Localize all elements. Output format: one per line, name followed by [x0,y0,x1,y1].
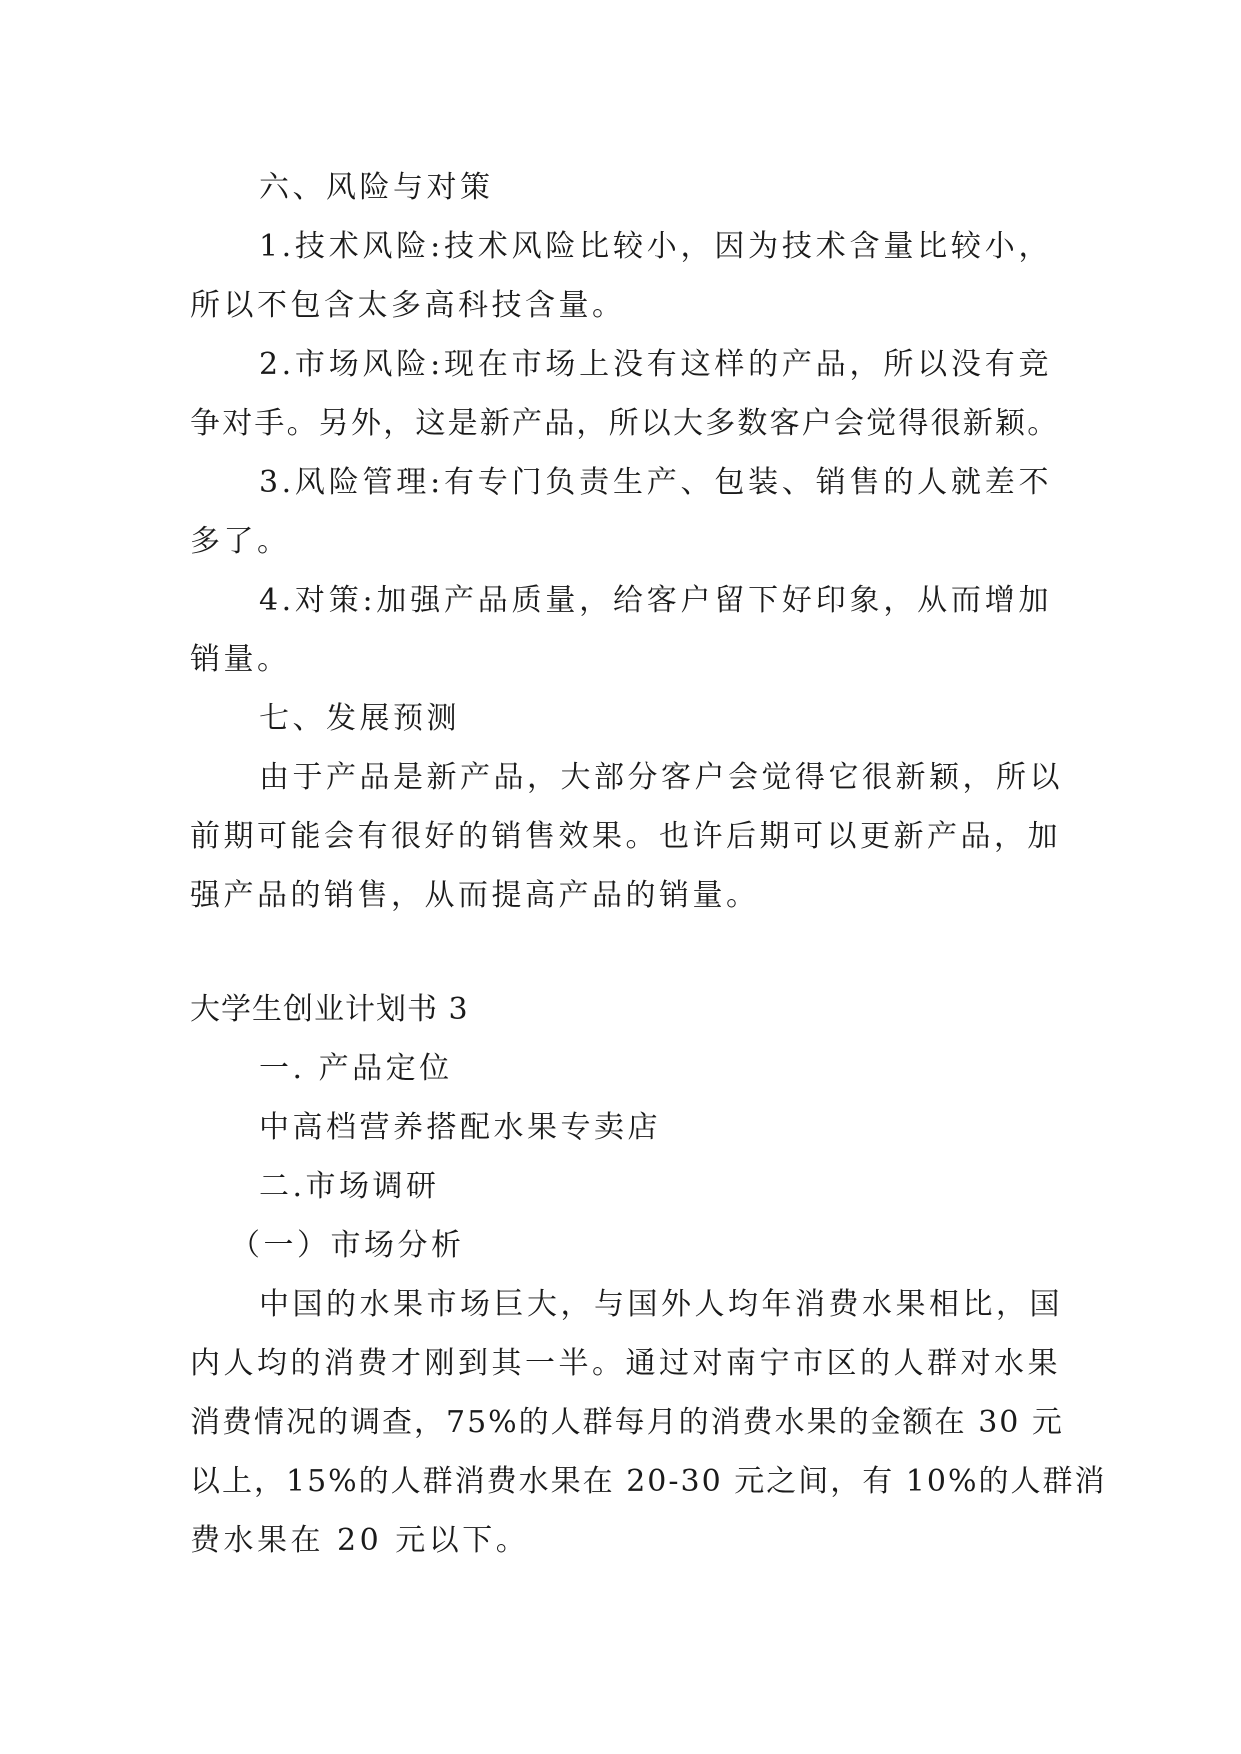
paragraph-line: 消费情况的调查，75%的人群每月的消费水果的金额在 30 元 [190,1405,1064,1440]
paragraph-line: 3.风险管理:有专门负责生产、包装、销售的人就差不 [259,465,1052,500]
paragraph-line: 争对手。另外，这是新产品，所以大多数客户会觉得很新颖。 [190,406,1060,441]
subheading-positioning: 一. 产品定位 [259,1051,453,1086]
subheading-market-analysis: （一）市场分析 [230,1228,465,1263]
subheading-research: 二.市场调研 [259,1169,440,1204]
paragraph-line: 所以不包含太多高科技含量。 [190,288,626,323]
paragraph-line: 由于产品是新产品，大部分客户会觉得它很新颖，所以 [259,760,1063,795]
paragraph-line: 强产品的销售，从而提高产品的销量。 [190,878,760,913]
document-page [190,158,1107,1570]
section-heading-forecast: 七、发展预测 [259,701,460,736]
paragraph-line: 4.对策:加强产品质量，给客户留下好印象，从而增加 [259,583,1052,618]
paragraph-line: 前期可能会有很好的销售效果。也许后期可以更新产品，加 [190,819,1061,854]
paragraph-line: 中国的水果市场巨大，与国外人均年消费水果相比，国 [259,1287,1063,1322]
paragraph-line: 费水果在 20 元以下。 [190,1523,530,1558]
paragraph-line: 1.技术风险:技术风险比较小，因为技术含量比较小， [259,229,1052,264]
document-section-title: 大学生创业计划书 3 [190,992,469,1027]
paragraph-line: 多了。 [190,524,291,559]
section-gap [190,925,1052,980]
paragraph-line: 2.市场风险:现在市场上没有这样的产品，所以没有竞 [259,347,1052,382]
section-heading-risks: 六、风险与对策 [259,170,494,205]
paragraph-line: 以上，15%的人群消费水果在 20-30 元之间，有 10%的人群消 [190,1464,1107,1499]
paragraph-line: 内人均的消费才刚到其一半。通过对南宁市区的人群对水果 [190,1346,1061,1381]
positioning-text: 中高档营养搭配水果专卖店 [259,1110,661,1145]
paragraph-line: 销量。 [190,642,291,677]
